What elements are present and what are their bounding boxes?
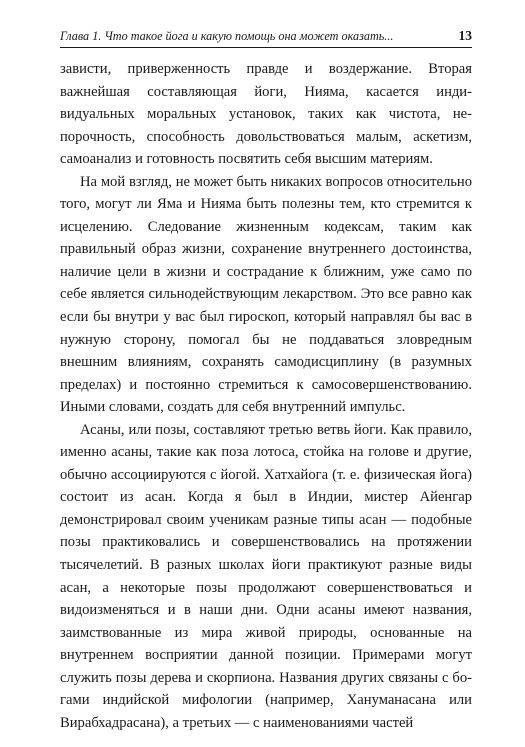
running-header xyxy=(60,28,472,48)
paragraph-2: На мой взгляд, не может быть никаких вопросов относительно того, могут ли Яма и Нияма быть полезны тем, кто стремится к исцелению. Следование жизненным кодексам, таким как правильный образ жизни, сохранение внутреннего достоинства, наличие цели в жизни и сострадание к ближним, уже само по себе является сильнодействующим лекарством. Это все равно как если бы внутри у вас был гироскоп, который направлял бы вас в нужную сторону, помогал бы не поддаваться зловредным внешним влияниям, сохранять самодисциплину (в разумных пределах) и постоянно стремиться к самосовершенствованию. Иными словами, создать для себя внутренний импульс. xyxy=(60,173,472,416)
paragraph-3: Асаны, или позы, составляют третью ветвь йоги. Как правило, именно асаны, такие как поза лотоса, стойка на голове и другие, обычно ассоциируются с йогой. Хатхайога (т. е. физическая йога) состоит из асан. Когда я был в Индии, мистер Айенгар демонстрировал своим ученикам разные типы асан — подобные позы практиковались и совершенствовались на протяжении тысячелетий. В разных школах йоги практикуют разные виды асан, а некоторые позы продолжают совершенствоваться и видоизменяться и в наши дни. Одни асаны имеют названия, заимствованные из мира живой природы, основанные на внутреннем восприятии данной позиции. Примерами могут служить позы дерева и скорпиона. Названия других связаны с богами индийской мифологии (например, Хануманасана или Вирабхадрасана), а третьих — с наименованиями частей xyxy=(60,421,472,731)
paragraph-1: зависти, приверженность правде и воздержание. Вторая важнейшая составляющая йоги, Нияма, касается индивидуальных моральных установок, таких как чистота, непорочность, способность довольствоваться малым, аскетизм, самоанализ и готовность посвятить себя высшим материям. xyxy=(60,61,472,168)
running-title: Глава 1. Что такое йога и какую помощь она может оказать... xyxy=(60,29,394,43)
book-page xyxy=(60,28,472,734)
body-text xyxy=(60,58,472,734)
page-number: 13 xyxy=(458,28,472,43)
